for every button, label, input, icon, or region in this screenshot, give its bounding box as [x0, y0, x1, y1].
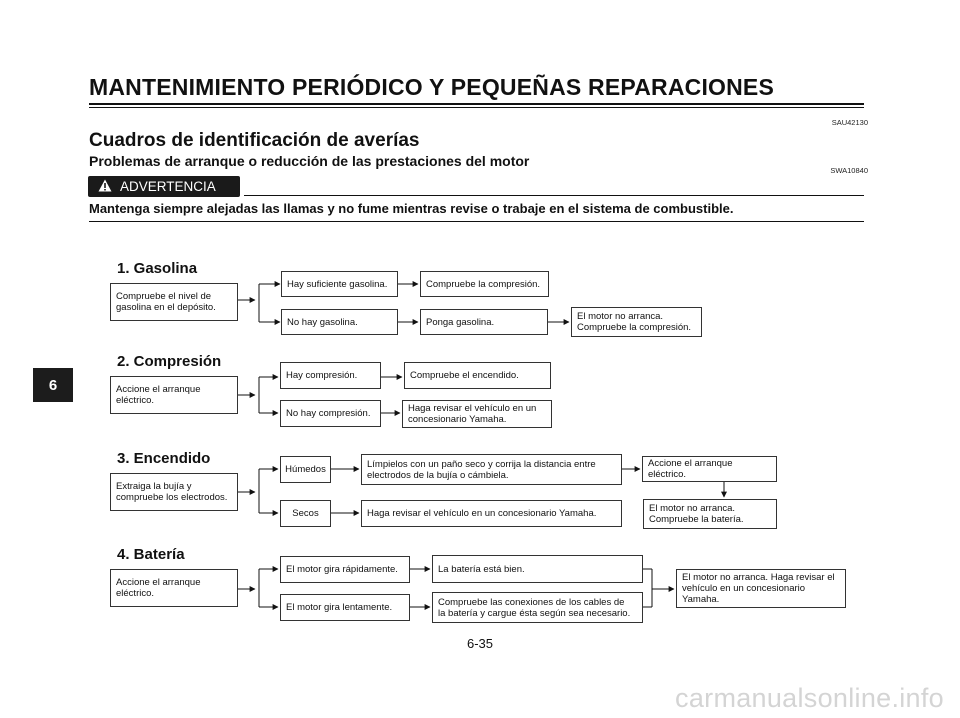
- flow-box-gasolina-yes-next: Compruebe la compresión.: [420, 271, 549, 297]
- flow-box-encendido-start: Extraiga la bujía y compruebe los electrodos.: [110, 473, 238, 511]
- flow-box-bateria-slow-next: Compruebe las conexiones de los cables de la batería y cargue ésta según sea necesario.: [432, 592, 643, 623]
- flow-box-gasolina-no-next: Ponga gasolina.: [420, 309, 548, 335]
- flow-box-gasolina-no-final: El motor no arranca. Compruebe la compresión.: [571, 307, 702, 337]
- flow-box-compresion-yes-next: Compruebe el encendido.: [404, 362, 551, 389]
- flow-box-compresion-no: No hay compresión.: [280, 400, 381, 427]
- warning-text: Mantenga siempre alejadas las llamas y no fume mientras revise o trabaje en el sistema de combustible.: [89, 201, 734, 216]
- heading-bateria: 4. Batería: [117, 546, 185, 563]
- page-title: MANTENIMIENTO PERIÓDICO Y PEQUEÑAS REPARACIONES: [89, 74, 775, 100]
- heading-compresion: 2. Compresión: [117, 353, 222, 370]
- subsection-title: Problemas de arranque o reducción de las prestaciones del motor: [89, 153, 530, 169]
- heading-encendido: 3. Encendido: [117, 450, 211, 467]
- flow-box-bateria-final: El motor no arranca. Haga revisar el vehículo en un concesionario Yamaha.: [676, 569, 846, 608]
- flow-box-compresion-yes: Hay compresión.: [280, 362, 381, 389]
- flow-box-compresion-no-next: Haga revisar el vehículo en un concesionario Yamaha.: [402, 400, 552, 428]
- flow-box-encendido-dry: Secos: [280, 500, 331, 527]
- page-number: 6-35: [466, 636, 494, 651]
- heading-gasolina: 1. Gasolina: [117, 260, 198, 277]
- flow-box-bateria-fast: El motor gira rápidamente.: [280, 556, 410, 583]
- section-title: Cuadros de identificación de averías: [89, 130, 420, 151]
- flow-box-bateria-fast-next: La batería está bien.: [432, 555, 643, 583]
- flow-box-encendido-dry-next: Haga revisar el vehículo en un concesionario Yamaha.: [361, 500, 622, 527]
- flow-box-bateria-slow: El motor gira lentamente.: [280, 594, 410, 621]
- flow-box-compresion-start: Accione el arranque eléctrico.: [110, 376, 238, 414]
- warning-label: ADVERTENCIA: [120, 179, 216, 194]
- flow-box-encendido-wet-final: Accione el arranque eléctrico.: [642, 456, 777, 482]
- flow-box-encendido-wet-result: El motor no arranca. Compruebe la batería.: [643, 499, 777, 529]
- flow-box-encendido-wet: Húmedos: [280, 456, 331, 483]
- watermark: carmanualsonline.info: [675, 683, 944, 713]
- chapter-tab: 6: [33, 368, 73, 402]
- warning-code: SWA10840: [830, 166, 868, 175]
- flow-box-gasolina-no: No hay gasolina.: [281, 309, 398, 335]
- flow-box-gasolina-start: Compruebe el nivel de gasolina en el depósito.: [110, 283, 238, 321]
- flow-box-gasolina-yes: Hay suficiente gasolina.: [281, 271, 398, 297]
- flow-box-bateria-start: Accione el arranque eléctrico.: [110, 569, 238, 607]
- section-code: SAU42130: [831, 118, 868, 127]
- flow-box-encendido-wet-next: Límpielos con un paño seco y corrija la distancia entre electrodos de la bujía o cámbiela.: [361, 454, 622, 485]
